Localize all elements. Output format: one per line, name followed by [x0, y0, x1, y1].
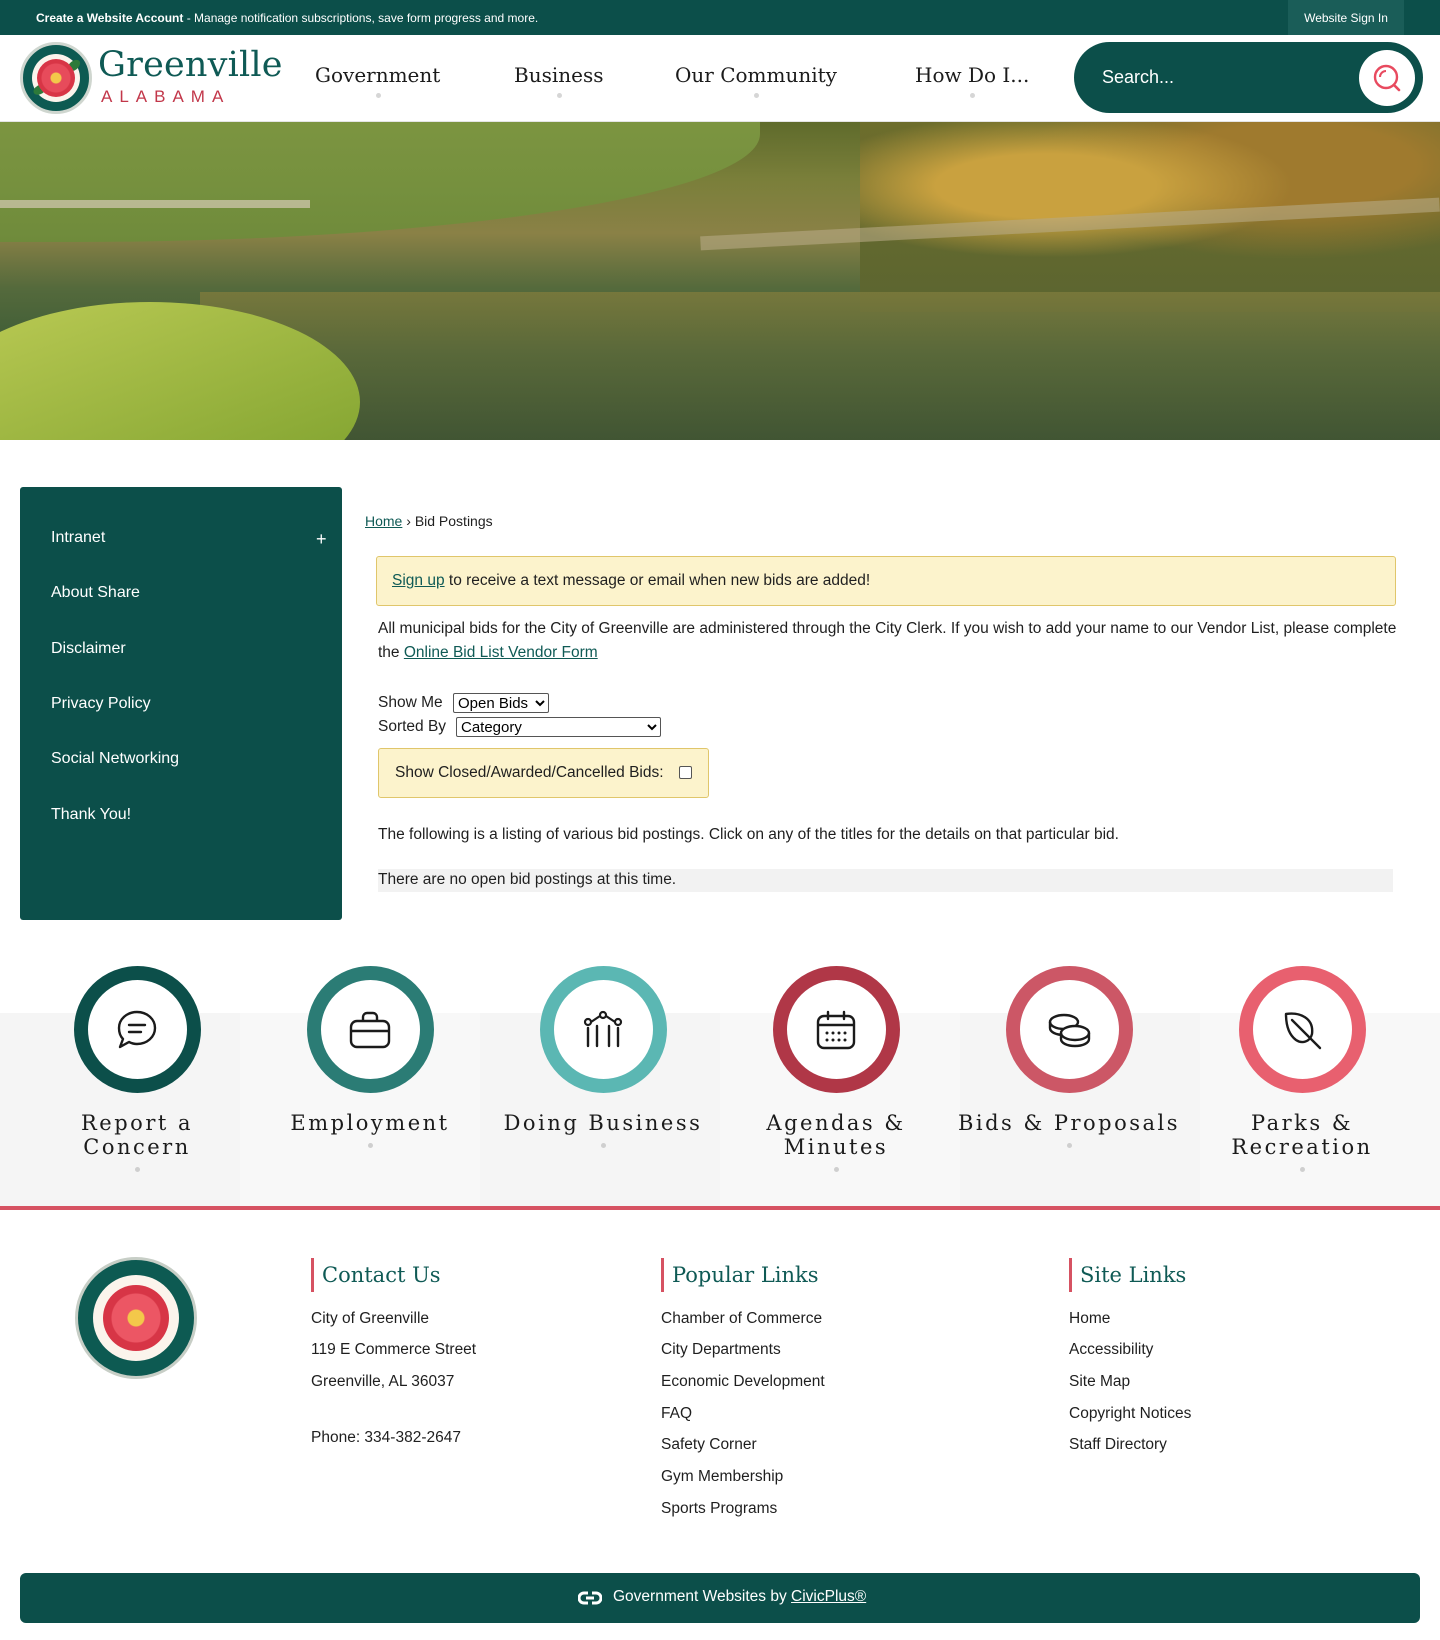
quick-link-label [17, 1111, 257, 1159]
civicplus-link[interactable]: CivicPlus® [791, 1588, 867, 1605]
quick-link-ring [307, 966, 434, 1093]
quick-link-dot [834, 1167, 839, 1172]
nav-how-do-i-label: How Do I... [915, 63, 1030, 87]
nav-indicator-dot [376, 93, 381, 98]
hero-banner-image [0, 122, 1440, 440]
contact-phone: Phone: 334-382-2647 [311, 1429, 461, 1446]
briefcase-icon [348, 1008, 392, 1052]
popular-link-chamber[interactable]: Chamber of Commerce [661, 1310, 823, 1327]
show-me-select[interactable] [453, 693, 549, 713]
nav-how-do-i[interactable] [915, 63, 1029, 87]
sidebar-item-thank-you[interactable]: Thank You! [51, 806, 132, 823]
breadcrumb-home-link[interactable]: Home [365, 513, 403, 529]
leaf-icon [1280, 1008, 1324, 1052]
quick-link-ring [74, 966, 201, 1093]
nav-indicator-dot [970, 93, 975, 98]
coins-icon [1045, 1008, 1093, 1052]
site-link-accessibility[interactable]: Accessibility [1069, 1341, 1154, 1358]
quick-link-label: Doing Business [503, 1111, 703, 1135]
popular-link-safety-corner[interactable]: Safety Corner [661, 1436, 757, 1453]
popular-link-faq[interactable]: FAQ [661, 1405, 693, 1422]
nav-business-label: Business [514, 63, 604, 87]
quick-link-label [1182, 1111, 1422, 1159]
quick-link-ring [540, 966, 667, 1093]
sidebar-nav [20, 487, 342, 920]
quick-link-dot [368, 1143, 373, 1148]
quick-link-ring [773, 966, 900, 1093]
vendor-form-link[interactable]: Online Bid List Vendor Form [403, 644, 598, 661]
show-closed-bids-checkbox[interactable] [679, 766, 692, 779]
search-icon [1359, 50, 1415, 106]
quick-link-doing-business[interactable] [483, 966, 723, 1148]
quick-link-dot [601, 1143, 606, 1148]
popular-link-economic-development[interactable]: Economic Development [661, 1373, 825, 1390]
expand-plus-icon[interactable]: + [316, 529, 327, 549]
quick-link-employment[interactable] [250, 966, 490, 1148]
footer-contact-us [311, 1258, 477, 1446]
account-message [36, 11, 538, 25]
footer-site-links [1069, 1258, 1192, 1453]
sorted-by-label: Sorted By [378, 718, 447, 735]
contact-street: 119 E Commerce Street [311, 1341, 477, 1358]
search-input[interactable] [1102, 60, 1342, 94]
listing-description: The following is a listing of various bid postings. Click on any of the titles for the details on that particular bid. [378, 826, 1119, 843]
sidebar-item-social-networking[interactable]: Social Networking [51, 750, 180, 767]
contact-name: City of Greenville [311, 1310, 430, 1327]
civicplus-logo-icon [578, 1590, 602, 1606]
quick-link-label: Bids & Proposals [957, 1111, 1181, 1135]
breadcrumb [365, 513, 493, 529]
civicplus-credit [613, 1588, 866, 1606]
breadcrumb-separator: › [406, 513, 411, 529]
nav-indicator-dot [557, 93, 562, 98]
create-account-link[interactable]: Create a Website Account [36, 11, 184, 25]
contact-city: Greenville, AL 36037 [311, 1373, 455, 1390]
notification-signup-alert [376, 556, 1396, 606]
nav-business[interactable] [514, 63, 603, 87]
quick-link-dot [1067, 1143, 1072, 1148]
alert-text: to receive a text message or email when new bids are added! [444, 572, 871, 589]
quick-link-ring [1239, 966, 1366, 1093]
quick-link-line2: Minutes [783, 1135, 889, 1159]
nav-indicator-dot [754, 93, 759, 98]
calendar-icon [814, 1008, 858, 1052]
nav-our-community-label: Our Community [675, 63, 837, 87]
quick-link-dot [1300, 1167, 1305, 1172]
quick-link-line1: Parks & [1250, 1111, 1354, 1135]
bid-filters [378, 691, 661, 739]
show-closed-bids-box [378, 748, 709, 798]
nav-government-label: Government [315, 63, 441, 87]
popular-link-city-departments[interactable]: City Departments [661, 1341, 781, 1358]
show-me-label: Show Me [378, 694, 443, 711]
intro-paragraph [378, 617, 1398, 665]
top-bar [0, 0, 1440, 35]
no-bids-message: There are no open bid postings at this time. [378, 869, 1393, 892]
intro-text: All municipal bids for the City of Greenville are administered through the City Clerk. If you wish to add your name to our Vendor List, please complete the [378, 620, 1397, 661]
quick-link-line2: Concern [83, 1135, 191, 1159]
sidebar-item-about-share[interactable]: About Share [51, 584, 140, 601]
popular-link-gym-membership[interactable]: Gym Membership [661, 1468, 784, 1485]
sorted-by-select[interactable] [456, 717, 661, 737]
business-icon [581, 1008, 625, 1052]
site-link-copyright-notices[interactable]: Copyright Notices [1069, 1405, 1192, 1422]
quick-link-label: Employment [290, 1111, 450, 1135]
logo-subtitle: ALABAMA [101, 87, 231, 106]
quick-link-label [716, 1111, 956, 1159]
quick-link-parks-recreation[interactable] [1182, 966, 1422, 1172]
site-link-site-map[interactable]: Site Map [1069, 1373, 1131, 1390]
quick-link-line1: Report a [81, 1111, 193, 1135]
nav-government[interactable] [315, 63, 440, 87]
logo-name[interactable]: Greenville [98, 45, 283, 85]
sidebar-item-privacy-policy[interactable]: Privacy Policy [51, 695, 151, 712]
site-link-staff-directory[interactable]: Staff Directory [1069, 1436, 1167, 1453]
quick-link-line1: Agendas & [766, 1111, 906, 1135]
chat-bubble-icon [115, 1008, 159, 1052]
civicplus-footer-bar [20, 1573, 1420, 1623]
nav-our-community[interactable] [675, 63, 837, 87]
website-sign-in-button[interactable]: Website Sign In [1288, 0, 1404, 35]
quick-link-report-concern[interactable] [17, 966, 257, 1172]
site-links-heading: Site Links [1069, 1258, 1186, 1292]
quick-link-agendas-minutes[interactable] [716, 966, 956, 1172]
popular-link-sports-programs[interactable]: Sports Programs [661, 1500, 778, 1517]
sidebar-item-intranet[interactable]: Intranet [51, 529, 106, 546]
sidebar-item-disclaimer[interactable]: Disclaimer [51, 640, 126, 657]
footer-city-seal [75, 1257, 197, 1379]
quick-links-divider [0, 1206, 1440, 1210]
popular-links-heading: Popular Links [661, 1258, 819, 1292]
quick-link-line2: Recreation [1231, 1135, 1373, 1159]
sign-up-link[interactable]: Sign up [392, 572, 445, 589]
breadcrumb-current: Bid Postings [414, 513, 493, 529]
search-button[interactable] [1359, 50, 1415, 106]
quick-link-ring [1006, 966, 1133, 1093]
show-closed-bids-label: Show Closed/Awarded/Cancelled Bids: [395, 764, 664, 781]
quick-link-bids-proposals[interactable] [949, 966, 1189, 1148]
search-bar [1074, 42, 1423, 113]
site-link-home[interactable]: Home [1069, 1310, 1111, 1327]
account-message-text: - Manage notification subscriptions, save form progress and more. [183, 11, 539, 25]
quick-link-dot [135, 1167, 140, 1172]
site-header [0, 35, 1440, 122]
city-seal-logo[interactable] [20, 42, 92, 114]
civicplus-text: Government Websites by [613, 1588, 792, 1605]
footer-popular-links [661, 1258, 825, 1517]
contact-us-heading: Contact Us [311, 1258, 441, 1292]
